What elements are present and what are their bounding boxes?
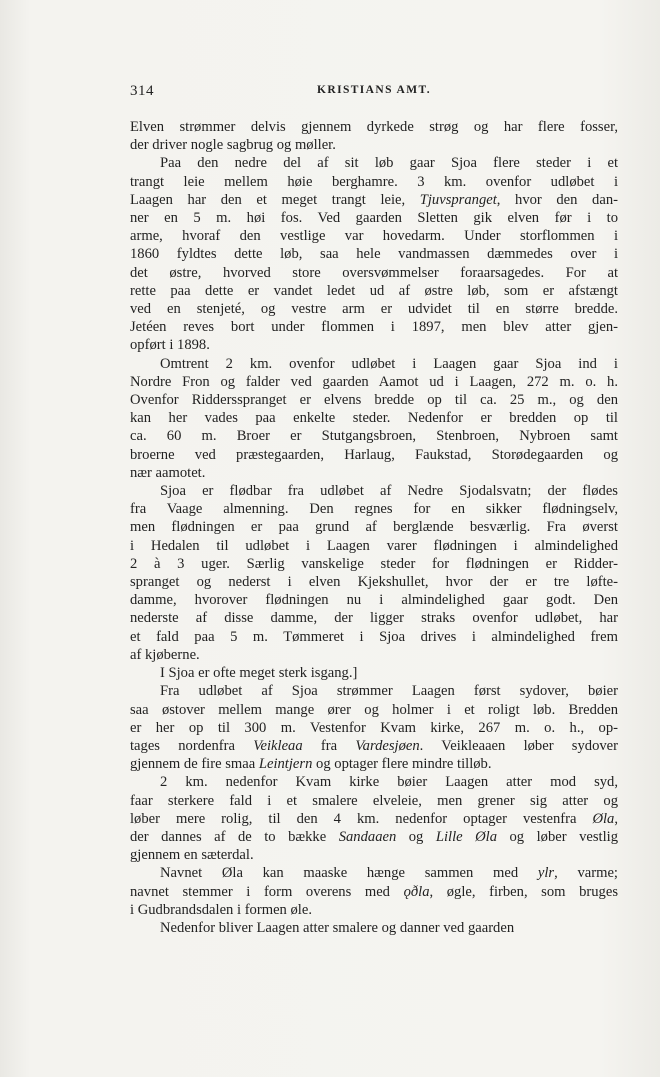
text-line: 2 à 3 uger. Særlig vanskelige steder for flødningen er Ridder- [130,555,618,572]
paragraph [130,154,618,354]
text-line: et fald paa 5 m. Tømmeret i Sjoa drives i almindelighed frem [130,628,618,645]
text-line: opført i 1898. [130,337,210,354]
text-line: rette paa dette er vandet ledet ud af østre løb, som er afstængt [130,282,618,299]
paragraph [130,919,618,937]
text-line: nederste af disse damme, der ligger straks ovenfor udløbet, har [130,610,618,627]
text-line: gjennem de fire smaa Leintjern og optager flere mindre tilløb. [130,756,492,773]
text-line: af kjøberne. [130,646,200,663]
text-line: gjennem en sæterdal. [130,847,254,864]
text-line: 1860 fyldtes dette løb, saa hele vandmassen dæmmedes over i [130,246,618,263]
text-line: Navnet Øla kan maaske hænge sammen med ylr, varme; [160,865,618,882]
paragraph [130,664,618,682]
text-line: er her op til 300 m. Vestenfor Kvam kirke, 267 m. o. h., op- [130,719,618,736]
text-line: der driver nogle sagbrug og møller. [130,137,336,154]
text-line: spranget og nederst i elven Kjekshullet, hvor der er tre løfte- [130,574,618,591]
paragraph [130,682,618,773]
page-number: 314 [130,83,154,99]
text-line: damme, hvorover flødningen nu i almindelighed gaar godt. Den [130,592,618,609]
text-line: men flødningen er paa grund af berglænde besværlig. Fra øverst [130,519,618,536]
text-line: Ovenfor Riddersspranget er elvens bredde op til ca. 25 m., og den [130,392,618,409]
text-line: I Sjoa er ofte meget sterk isgang.] [160,665,358,682]
text-line: ca. 60 m. Broer er Stutgangsbroen, Stenbroen, Nybroen samt [130,428,618,445]
text-line: fra Vaage almenning. Den regnes for en sikker flødningselv, [130,501,618,518]
text-line: Nedenfor bliver Laagen atter smalere og danner ved gaarden [160,919,515,936]
text-line: 2 km. nedenfor Kvam kirke bøier Laagen atter mod syd, [160,774,618,791]
text-line: Omtrent 2 km. ovenfor udløbet i Laagen gaar Sjoa ind i [160,355,618,372]
text-line: saa østover mellem mange ører og holmer i et roligt løb. Bredden [130,701,618,718]
text-line: trangt leie mellem høie berghamre. 3 km. ovenfor udløbet i [130,173,618,190]
body-text [130,118,618,937]
text-line: Sjoa er flødbar fra udløbet af Nedre Sjodalsvatn; der flødes [160,483,618,500]
text-line: ved en stenjeté, og vestre arm er udvidet til en større bredde. [130,301,618,318]
text-line: Paa den nedre del af sit løb gaar Sjoa flere steder i et [160,155,618,172]
text-line: nær aamotet. [130,464,206,481]
text-line: Laagen har den et meget trangt leie, Tjuvspranget, hvor den dan- [130,191,618,208]
text-line: i Gudbrandsdalen i formen øle. [130,901,312,918]
text-line: ner en 5 m. høi fos. Ved gaarden Sletten gik elven før i to [130,210,618,227]
paragraph [130,773,618,864]
text-line: tages nordenfra Veikleaa fra Vardesjøen. Veikleaaen løber sydover [130,737,619,754]
text-line: løber mere rolig, til den 4 km. nedenfor optager vestenfra Øla, [130,810,618,827]
paragraph [130,864,618,919]
paragraph [130,355,618,482]
text-line: Fra udløbet af Sjoa strømmer Laagen først sydover, bøier [160,683,618,700]
text-line: det østre, hvorved store oversvømmelser foraarsagedes. For at [130,264,618,281]
text-line: navnet stemmer i form overens med ǫðla, øgle, firben, som bruges [130,883,619,900]
paragraph [130,482,618,664]
text-line: Jetéen reves bort under flommen i 1897, men blev atter gjen- [130,319,618,336]
running-head: KRISTIANS AMT. [317,84,431,96]
text-line: faar sterkere fald i et smalere elveleie, men grener sig atter og [130,792,618,809]
text-line: i Hedalen til udløbet i Laagen varer flødningen i almindelighed [130,537,618,554]
text-line: Nordre Fron og falder ved gaarden Aamot ud i Laagen, 272 m. o. h. [130,373,618,390]
text-line: der dannes af de to bække Sandaaen og Lille Øla og løber vestlig [130,828,618,845]
text-line: Elven strømmer delvis gjennem dyrkede strøg og har flere fosser, [130,119,618,135]
page-header [130,83,618,103]
paragraph [130,118,618,154]
text-line: arme, hvoraf den vestlige var hovedarm. Under storflommen i [130,228,618,245]
text-line: kan her vades paa enkelte steder. Nedenfor er bredden op til [130,410,618,427]
text-line: broerne ved præstegaarden, Harlaug, Faukstad, Storødegaarden og [130,446,618,463]
